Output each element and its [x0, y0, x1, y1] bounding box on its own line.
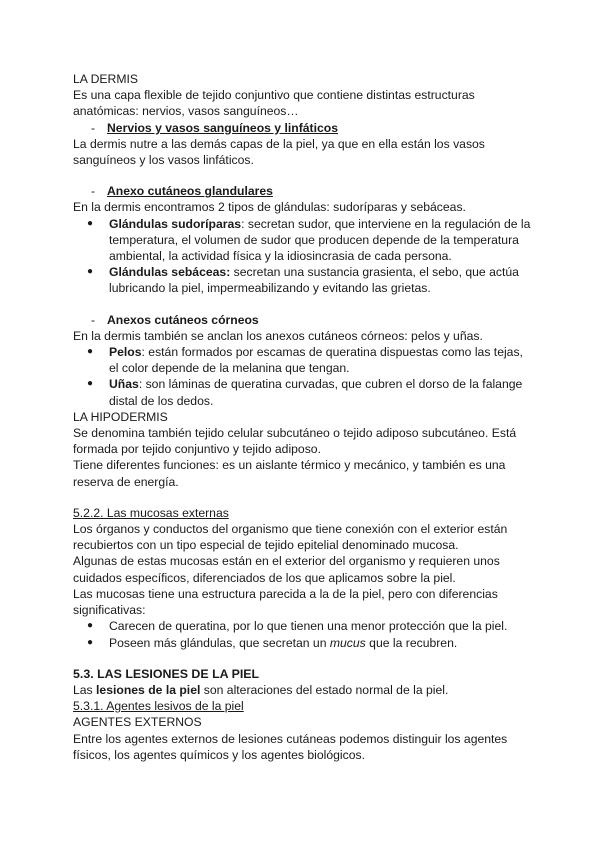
list-item: ● Poseen más glándulas, que secretan un mucus que la recubren. — [73, 635, 535, 651]
subheading-corneos: - Anexos cutáneos córneos — [73, 312, 535, 328]
subheading-glandulares: - Anexo cutáneos glandulares — [73, 183, 535, 199]
mucosas-list — [73, 618, 535, 650]
paragraph: Es una capa flexible de tejido conjuntivo que contiene distintas estructuras anatómicas: nervios, vasos sanguíneos… — [73, 88, 475, 119]
paragraph: Los órganos y conductos del organismo que tiene conexión con el exterior están recubiertos con un tipo especial de tejido epitelial denominado mucosa. — [73, 522, 508, 553]
heading-agentes-lesivos: 5.3.1. Agentes lesivos de la piel — [73, 699, 244, 714]
heading-lesiones: 5.3. LAS LESIONES DE LA PIEL — [73, 666, 260, 681]
list-item: ● Uñas: son láminas de queratina curvadas, que cubren el dorso de la falange distal de los dedos. — [73, 376, 535, 408]
paragraph: Tiene diferentes funciones: es un aislante térmico y mecánico, y también es una reserva de energía. — [73, 458, 506, 489]
heading-hipodermis: LA HIPODERMIS — [73, 409, 168, 424]
heading-mucosas: 5.2.2. Las mucosas externas — [73, 505, 229, 520]
document-body — [73, 71, 535, 763]
paragraph: Entre los agentes externos de lesiones cutáneas podemos distinguir los agentes físicos, los agentes químicos y los agentes biológicos. — [73, 731, 508, 762]
glandulas-list — [73, 216, 535, 297]
corneos-list — [73, 344, 535, 409]
paragraph: En la dermis también se anclan los anexos cutáneos córneos: pelos y uñas. — [73, 328, 483, 343]
paragraph: La dermis nutre a las demás capas de la piel, ya que en ella están los vasos sanguíneos y los vasos linfáticos. — [73, 136, 485, 168]
list-item: ● Glándulas sudoríparas: secretan sudor, que interviene en la regulación de la temperatura, el volumen de sudor que producen depende de la temperatura ambiental, la actividad física y la idiosincrasia de cada persona. — [73, 216, 535, 265]
list-item: ● Pelos: están formados por escamas de queratina dispuestas como las tejas, el color depende de la melanina que tengan. — [73, 344, 535, 376]
list-item: ● Glándulas sebáceas: secretan una sustancia grasienta, el sebo, que actúa lubricando la piel, impermeabilizando y evitando las grietas. — [73, 264, 535, 296]
list-item: ● Carecen de queratina, por lo que tienen una menor protección que la piel. — [73, 618, 535, 634]
subheading-nervios: - Nervios y vasos sanguíneos y linfáticos — [73, 120, 535, 136]
heading-agentes-externos: AGENTES EXTERNOS — [73, 715, 202, 730]
paragraph: Las mucosas tiene una estructura parecida a la de la piel, pero con diferencias significativas: — [73, 586, 498, 618]
heading-dermis: LA DERMIS — [73, 72, 139, 86]
paragraph: Las lesiones de la piel son alteraciones del estado normal de la piel. — [73, 682, 449, 697]
paragraph: En la dermis encontramos 2 tipos de glándulas: sudoríparas y sebáceas. — [73, 200, 466, 215]
paragraph: Se denomina también tejido celular subcutáneo o tejido adiposo subcutáneo. Está formada por tejido conjuntivo y tejido adiposo. — [73, 426, 517, 457]
paragraph: Algunas de estas mucosas están en el exterior del organismo y requieren unos cuidados específicos, diferenciados de los que aplicamos sobre la piel. — [73, 554, 500, 585]
